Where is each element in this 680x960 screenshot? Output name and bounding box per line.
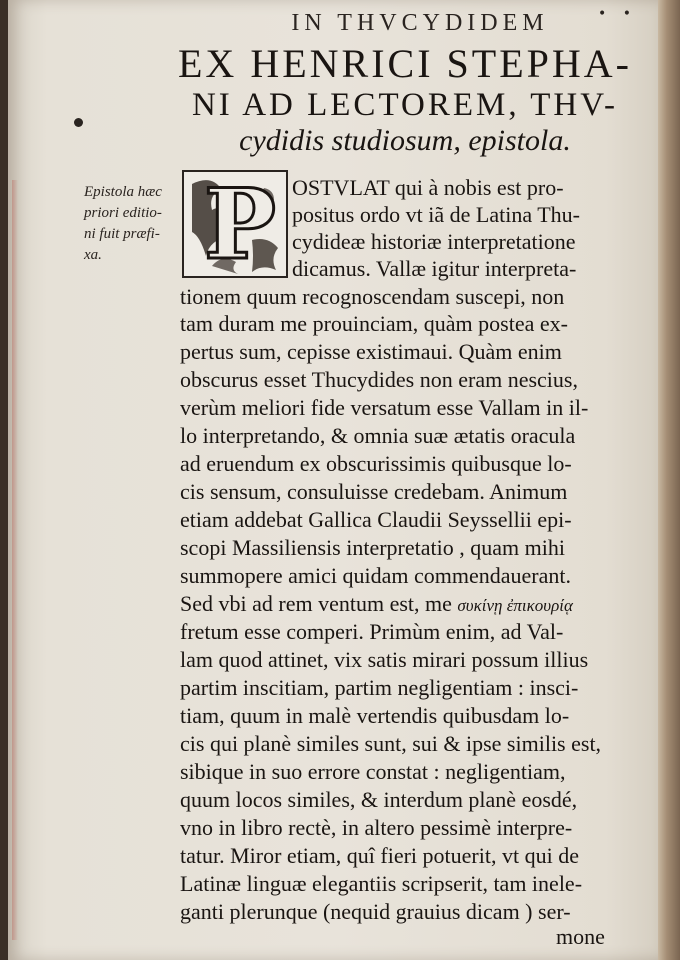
- page-edge: [658, 0, 680, 960]
- marginal-note-line: ni fuit præfi-: [84, 226, 160, 242]
- title-line-3: cydidis studiosum, epistola.: [239, 124, 571, 157]
- title-line-2: NI AD LECTOREM, THV-: [191, 87, 619, 123]
- marginal-note-line: priori editio-: [84, 205, 162, 221]
- text-line: lam quod attinet, vix satis mirari possum illius: [180, 647, 589, 672]
- title-line-1: EX HENRICI STEPHA-: [178, 41, 632, 86]
- text-line: etiam addebat Gallica Claudii Seyssellii epi-: [180, 507, 572, 532]
- greek-phrase: συκίνῃ ἐπικουρίᾳ: [457, 596, 573, 615]
- text-line: Latinæ linguæ elegantiis scripserit, tam inele-: [180, 871, 583, 896]
- text-line: vno in libro rectè, in altero pessimè interpre-: [180, 815, 573, 840]
- initial-letter: P: [203, 170, 277, 278]
- text-line: OSTVLAT qui à nobis est pro-: [292, 175, 564, 200]
- text-line: tam duram me prouinciam, quàm postea ex-: [180, 311, 568, 336]
- text-line: ganti plerunque (nequid grauius dicam ) ser-: [180, 899, 571, 924]
- title-block: [170, 42, 640, 158]
- marginal-note-line: xa.: [84, 247, 102, 263]
- marginal-note: [84, 182, 176, 266]
- marginal-note-line: Epistola hæc: [84, 184, 162, 200]
- text-line: tionem quum recognoscendam suscepi, non: [180, 284, 565, 309]
- text-line: cydideæ historiæ interpretatione: [292, 229, 576, 254]
- text-line: sibique in suo errore constat : negligentiam,: [180, 759, 566, 784]
- binding-stain: [12, 180, 18, 940]
- printer-marks: • •: [598, 6, 637, 22]
- text-line: fretum esse comperi. Primùm enim, ad Val-: [180, 619, 564, 644]
- catchword: mone: [556, 924, 605, 949]
- text-line: cis qui planè similes sunt, sui & ipse similis est,: [180, 731, 602, 756]
- text-line: obscurus esset Thucydides non eram nescius,: [180, 367, 578, 392]
- running-head: IN THVCYDIDEM: [291, 10, 549, 36]
- decorated-initial-p: [182, 170, 288, 278]
- text-line: tatur. Miror etiam, quî fieri potuerit, vt qui de: [180, 843, 579, 868]
- text-line: [180, 590, 573, 619]
- text-line: cis sensum, consuluisse credebam. Animum: [180, 479, 568, 504]
- margin-bullet: [74, 118, 83, 127]
- text-line: verùm meliori fide versatum esse Vallam in il-: [180, 395, 589, 420]
- text-line: scopi Massiliensis interpretatio , quam mihi: [180, 535, 565, 560]
- text-line: lo interpretando, & omnia suæ ætatis oracula: [180, 423, 576, 448]
- text-line: tiam, quum in malè vertendis quibusdam lo-: [180, 703, 570, 728]
- text-line: partim inscitiam, partim negligentiam : insci-: [180, 675, 579, 700]
- text-line: quum locos similes, & interdum planè eosdé,: [180, 787, 578, 812]
- text-line: summopere amici quidam commendauerant.: [180, 563, 571, 588]
- text-line: positus ordo vt iã de Latina Thu-: [292, 202, 580, 227]
- text-line: ad eruendum ex obscurissimis quibusque lo-: [180, 451, 572, 476]
- text-line: pertus sum, cepisse existimaui. Quàm enim: [180, 339, 562, 364]
- text-line: dicamus. Vallæ igitur interpreta-: [292, 256, 577, 281]
- text-segment: Sed vbi ad rem ventum est, me: [180, 591, 452, 616]
